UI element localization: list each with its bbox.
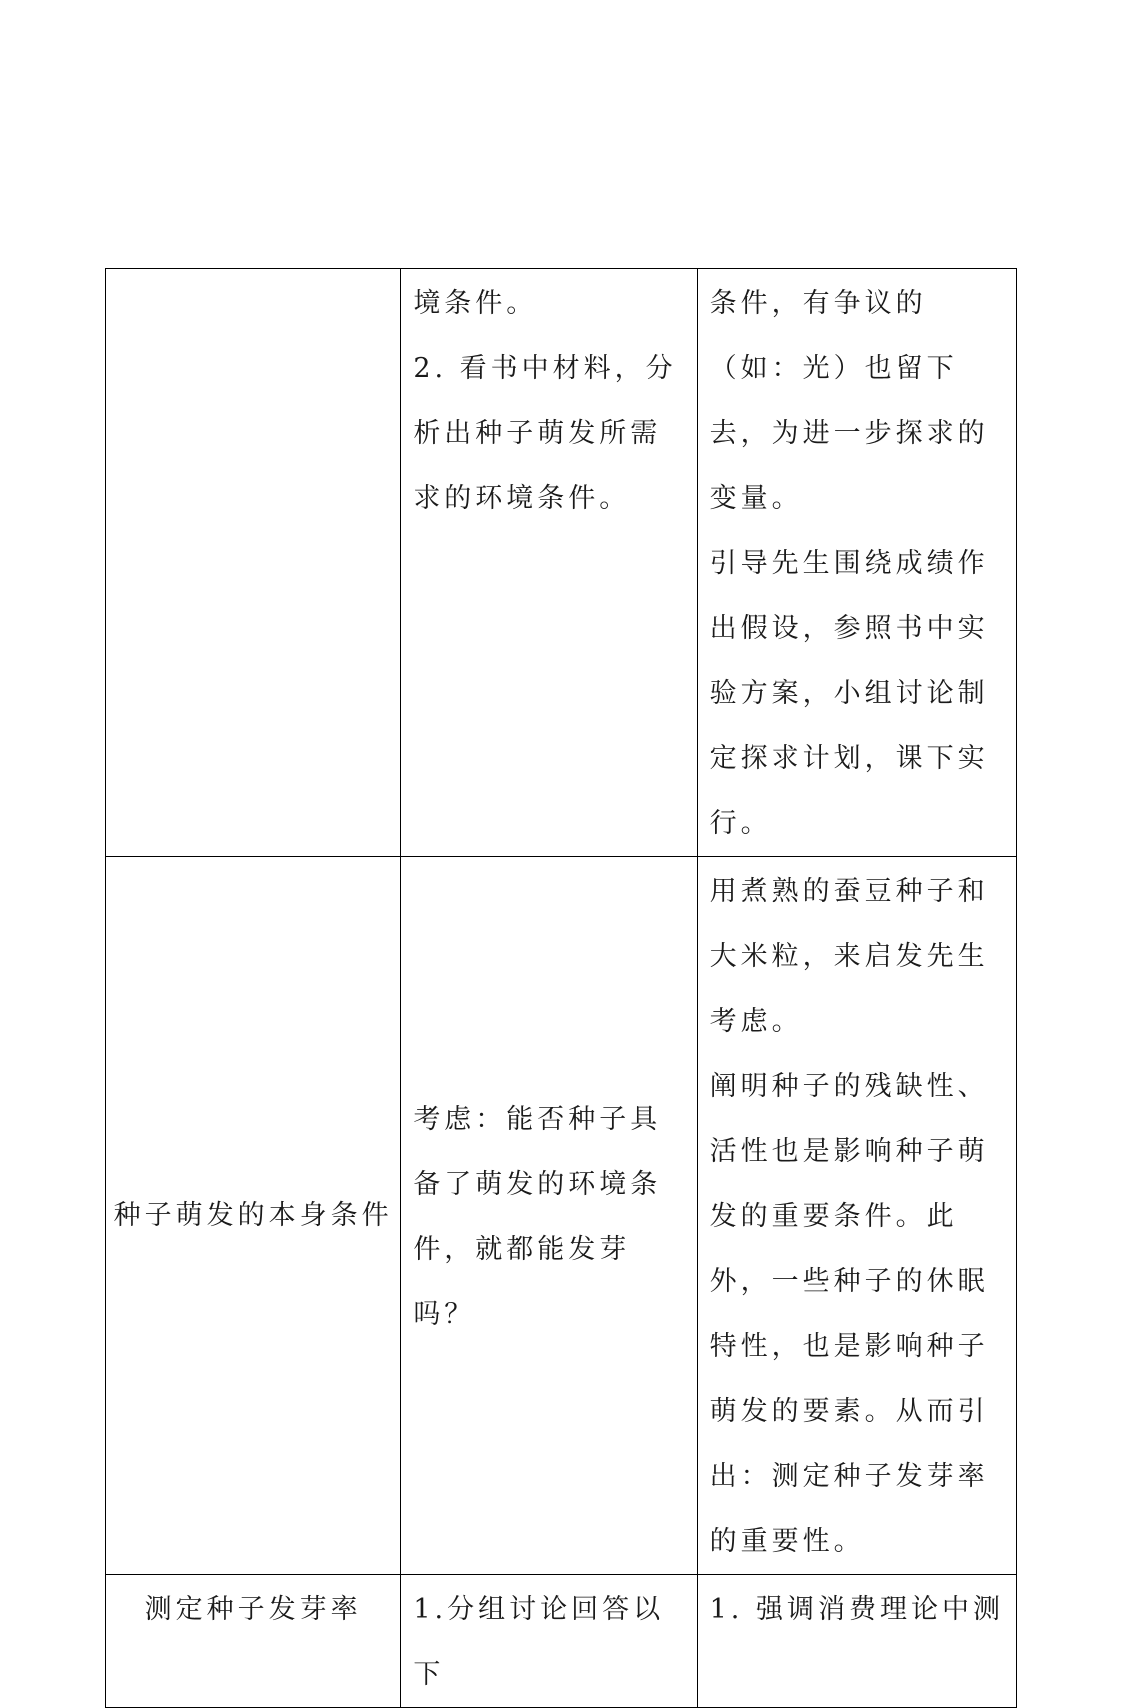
- lesson-plan-table: [105, 268, 1017, 1708]
- student-activity-cell: [401, 857, 697, 1575]
- table-row: [106, 1575, 1017, 1708]
- teacher-activity-cell: [697, 269, 1016, 857]
- stage-cell: [106, 1575, 401, 1708]
- student-activity-text: 考虑：能否种子具备了萌发的环境条件，就都能发芽吗？: [413, 1103, 662, 1330]
- student-activity-cell: [401, 269, 697, 857]
- stage-text: 种子萌发的本身条件: [113, 1200, 393, 1231]
- stage-cell: [106, 857, 401, 1575]
- table-row: [106, 857, 1017, 1575]
- table-row: [106, 269, 1017, 857]
- teacher-activity-text: 1. 强调消费理论中测: [709, 1594, 1004, 1625]
- teacher-activity-text: 用煮熟的蚕豆种子和大米粒，来启发先生考虑。 阐明种子的残缺性、活性也是影响种子萌发的重要条件。此外，一些种子的休眠特性，也是影响种子萌发的要素。从而引出：测定种子发芽率的重要性。: [709, 876, 989, 1557]
- teacher-activity-text: 条件，有争议的（如：光）也留下去，为进一步探求的变量。 引导先生围绕成绩作出假设，参照书中实验方案，小组讨论制定探求计划，课下实行。: [709, 288, 989, 839]
- stage-text: [106, 269, 400, 271]
- teacher-activity-cell: [697, 1575, 1016, 1708]
- student-activity-text: 1.分组讨论回答以下: [413, 1594, 665, 1690]
- teacher-activity-cell: [697, 857, 1016, 1575]
- student-activity-text: 境条件。 2. 看书中材料，分析出种子萌发所需求的环境条件。: [413, 288, 677, 514]
- stage-cell: [106, 269, 401, 857]
- stage-text: 测定种子发芽率: [144, 1594, 362, 1625]
- student-activity-cell: [401, 1575, 697, 1708]
